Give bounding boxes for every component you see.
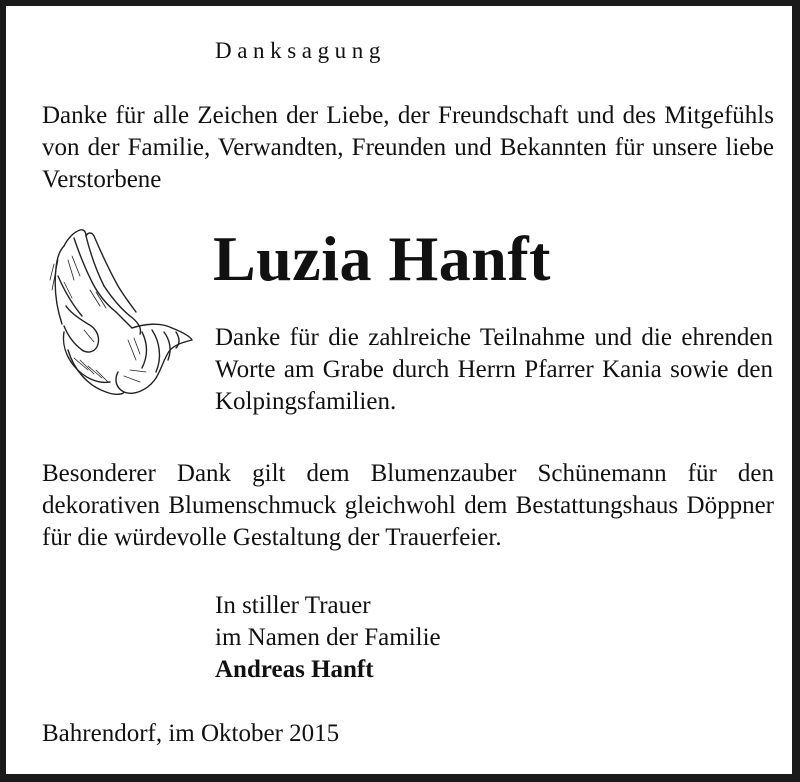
intro-paragraph: Danke für alle Zeichen der Liebe, der Freundschaft und des Mitgefühls von der Familie, Verwandten, Freunden und Bekannten für unsere liebe Verstorbene <box>42 102 774 193</box>
thanks-paragraph: Danke für die zahlreiche Teilnahme und die ehrenden Worte am Grabe durch Herrn Pfarrer Kania sowie den Kolpingsfamilien. <box>215 324 773 415</box>
special-thanks-paragraph: Besonderer Dank gilt dem Blumenzauber Schünemann für den dekorativen Blumenschmuck gleichwohl dem Bestattungshaus Döppner für die würdevolle Gestaltung der Trauerfeier. <box>42 460 774 551</box>
signature-line-2: im Namen der Familie <box>215 624 441 651</box>
deceased-name: Luzia Hanft <box>213 223 551 294</box>
signer-name: Andreas Hanft <box>215 656 374 683</box>
notice-heading: Danksagung <box>215 38 386 63</box>
place-date: Bahrendorf, im Oktober 2015 <box>42 720 340 747</box>
signature-line-1: In stiller Trauer <box>215 592 371 619</box>
praying-hands-icon <box>44 220 194 400</box>
